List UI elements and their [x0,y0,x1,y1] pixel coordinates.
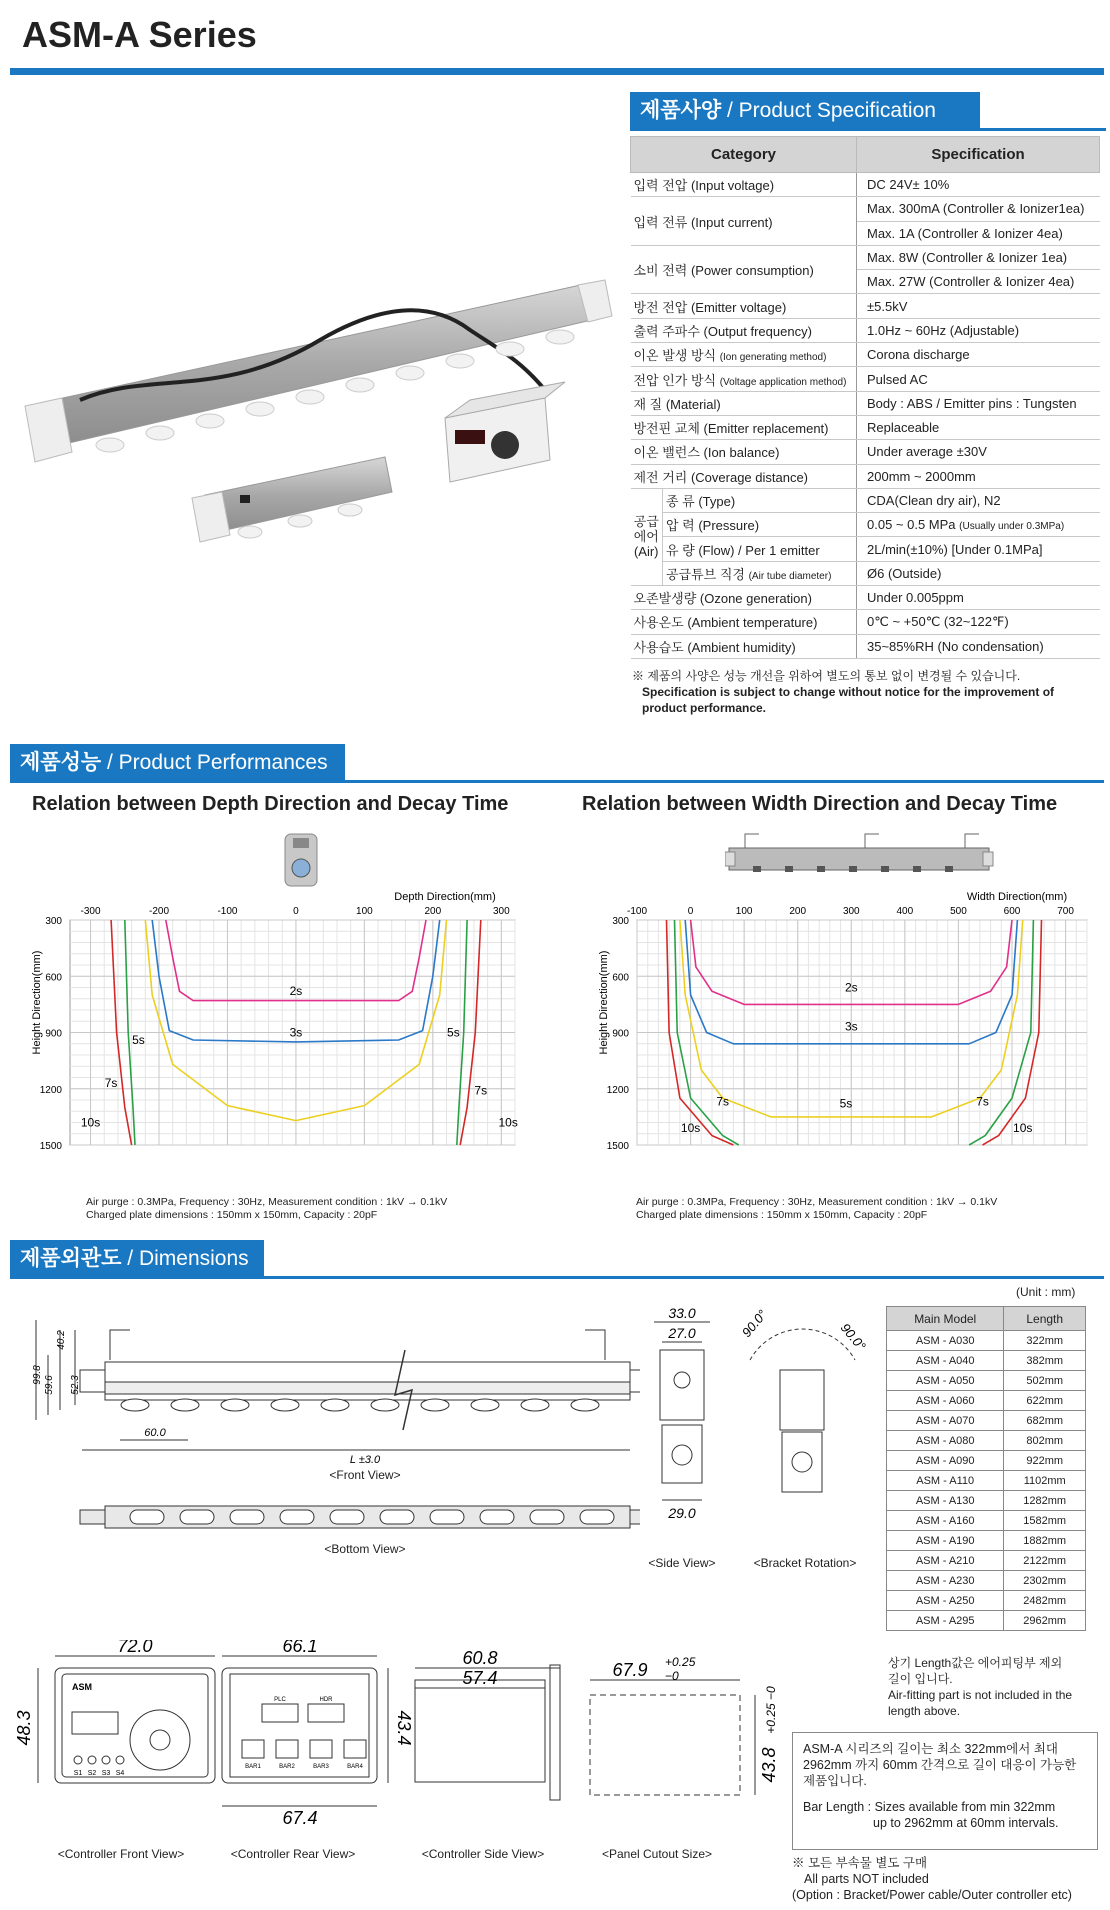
box-note-line: Bar Length : Sizes available from min 322mm [803,1800,1056,1814]
right-chart-note [636,1196,997,1222]
length-cell: 1102mm [1004,1471,1086,1491]
spec-cat: 재 질 (Material) [631,391,857,415]
page-title: ASM-A Series [22,14,257,55]
spec-header-specification: Specification [857,137,1100,173]
spec-val: 0℃ ~ +50℃ (32~122℉) [857,610,1100,634]
y-tick-label: 1500 [39,1141,62,1152]
ionizer-side-icon [725,830,995,880]
model-cell: ASM - A050 [887,1371,1004,1391]
model-cell: ASM - A090 [887,1451,1004,1471]
spec-note [632,668,1092,716]
curve-label: 2s [289,984,303,998]
spec-val: Max. 1A (Controller & Ionizer 4ea) [857,221,1100,245]
dim-67-9-tol-minus: −0 [665,1669,679,1683]
product-illustration [0,90,620,590]
x-tick-label: 0 [687,906,694,917]
length-note-line: length above. [888,1704,961,1718]
spec-air-label: 공급 에어 (Air) [631,488,663,585]
dim-43-8-tol: +0.25 −0 [764,1686,778,1734]
model-cell: ASM - A295 [887,1611,1004,1631]
length-cell: 802mm [1004,1431,1086,1451]
curve-label: 10s [680,1120,701,1135]
spec-cat: 출력 주파수 (Output frequency) [631,318,857,342]
controller-brand: ASM [72,1682,92,1692]
bar3-label: BAR3 [313,1764,329,1770]
model-cell: ASM - A080 [887,1431,1004,1451]
footer-note-line: All parts NOT included [804,1872,929,1886]
x-tick-label: 100 [356,906,373,917]
x-tick-label: 400 [896,906,914,917]
controller-unit [445,382,565,482]
spec-cat: 압 력 (Pressure) [663,513,857,537]
caption-controller-side: <Controller Side View> [421,1847,545,1861]
x-tick-label: 0 [293,906,299,917]
length-cell: 622mm [1004,1391,1086,1411]
dims-section-tab: 제품외관도 / Dimensions [10,1240,264,1278]
spec-cat: 사용온도 (Ambient temperature) [631,610,857,634]
curve-label: 5s [132,1032,145,1047]
caption-front-view: <Front View> [329,1468,401,1482]
spec-cat: 입력 전류 (Input current) [631,197,857,246]
width-decay-chart [572,880,1102,1190]
dim-99-8: 99.8 [32,1365,43,1385]
spec-cat: 소비 전력 (Power consumption) [631,245,857,294]
spec-cat: 오존발생량 (Ozone generation) [631,586,857,610]
spec-val: Under average ±30V [857,440,1100,464]
curve-label: 3s [289,1025,303,1040]
s4-label: S4 [115,1770,125,1777]
side-bracket-drawings [640,1300,880,1560]
perf-section-tab: 제품성능 / Product Performances [10,744,345,782]
left-chart-title: Relation between Depth Direction and Decay Time [32,793,509,815]
s1-label: S1 [73,1770,83,1777]
dim-72-0: 72.0 [117,1640,153,1656]
dim-40-2: 40.2 [56,1330,67,1350]
spec-cat: 유 량 (Flow) / Per 1 emitter [663,537,857,561]
dim-length: L ±3.0 [349,1454,381,1466]
model-cell: ASM - A250 [887,1591,1004,1611]
spec-val: 35~85%RH (No condensation) [857,634,1100,658]
dims-section-rule [10,1276,1104,1279]
model-cell: ASM - A230 [887,1571,1004,1591]
dim-59-6: 59.6 [44,1375,55,1395]
x-tick-label: -200 [148,906,170,917]
spec-cat: 공급튜브 직경 (Air tube diameter) [663,561,857,585]
length-info-box [792,1732,1098,1850]
dim-67-9-tol-plus: +0.25 [665,1655,696,1669]
spec-val: 1.0Hz ~ 60Hz (Adjustable) [857,318,1100,342]
x-tick-label: 100 [735,906,753,917]
hdr-label: HDR [319,1697,333,1703]
dim-57-4: 57.4 [462,1668,498,1688]
dim-48-3: 48.3 [14,1710,34,1746]
dim-33-0: 33.0 [668,1305,696,1321]
length-cell: 2962mm [1004,1611,1086,1631]
angle-left: 90.0° [738,1306,770,1340]
length-cell: 502mm [1004,1371,1086,1391]
caption-bottom-view: <Bottom View> [324,1542,406,1556]
chart-note-line: Charged plate dimensions : 150mm x 150mm, Capacity : 20pF [636,1209,928,1221]
x-tick-label: 200 [789,906,807,917]
perf-section-rule [10,780,1104,783]
spec-val: Pulsed AC [857,367,1100,391]
controller-drawings [10,1640,790,1840]
footer-note [792,1855,1072,1903]
spec-val: Max. 27W (Controller & Ionizer 4ea) [857,270,1100,294]
s2-label: S2 [87,1770,97,1777]
dim-27-0: 27.0 [668,1325,696,1341]
dim-67-4: 67.4 [282,1808,318,1828]
spec-cat: 방전핀 교체 (Emitter replacement) [631,415,857,439]
title-rule [10,68,1104,75]
spec-val: Replaceable [857,415,1100,439]
spec-val: Corona discharge [857,343,1100,367]
short-ionizer-bar [192,457,392,542]
bar4-label: BAR4 [347,1764,363,1770]
caption-panel-cutout: <Panel Cutout Size> [601,1847,713,1861]
spec-cat: 이온 밸런스 (Ion balance) [631,440,857,464]
length-note-line: 상기 Length값은 에어피팅부 제외 [888,1656,1063,1670]
curve-label: 10s [498,1115,518,1130]
box-note-line: ASM-A 시리즈의 길이는 최소 322mm에서 최대 [803,1742,1058,1756]
curve-label: 5s [447,1025,460,1040]
left-chart-note [86,1196,447,1222]
spec-header-category: Category [631,137,857,173]
dim-66-1: 66.1 [282,1640,318,1656]
x-tick-label: 200 [424,906,442,917]
bar-drawings [20,1300,640,1580]
caption-controller-rear: <Controller Rear View> [230,1847,356,1861]
model-cell: ASM - A040 [887,1351,1004,1371]
length-note [888,1655,1072,1719]
model-cell: ASM - A030 [887,1331,1004,1351]
dim-29-0: 29.0 [668,1505,696,1521]
spec-section-rule [630,128,1106,131]
y-tick-label: 300 [45,916,62,927]
x-tick-label: 700 [1057,906,1074,917]
chart-note-line: Air purge : 0.3MPa, Frequency : 30Hz, Measurement condition : 1kV → 0.1kV [86,1196,448,1208]
model-cell: ASM - A160 [887,1511,1004,1531]
curve-label: 10s [1013,1120,1033,1135]
depth-decay-chart [20,880,530,1190]
spec-val: ±5.5kV [857,294,1100,318]
spec-val: DC 24V± 10% [857,173,1100,197]
y-tick-label: 900 [612,1028,629,1040]
length-cell: 922mm [1004,1451,1086,1471]
length-cell: 2122mm [1004,1551,1086,1571]
y-tick-label: 600 [45,972,62,984]
caption-bracket-rotation: <Bracket Rotation> [753,1556,857,1570]
dim-60-0: 60.0 [144,1427,166,1439]
x-tick-label: 500 [950,906,967,917]
caption-side-view: <Side View> [648,1556,716,1570]
x-tick-label: -100 [626,906,648,917]
box-note-line: 2962mm 까지 60mm 간격으로 길이 대응이 가능한 [803,1758,1077,1772]
spec-cat: 전압 인가 방식 (Voltage application method) [631,367,857,391]
y-axis-label: Height Direction(mm) [31,950,43,1055]
box-note-line: 제품입니다. [803,1774,867,1788]
spec-val: 200mm ~ 2000mm [857,464,1100,488]
length-header: Length [1004,1307,1086,1331]
length-note-line: Air-fitting part is not included in the [888,1688,1073,1702]
bar2-label: BAR2 [279,1764,295,1770]
curve-label: 2s [844,980,858,995]
x-tick-label: 600 [1003,906,1021,917]
length-cell: 1282mm [1004,1491,1086,1511]
dim-43-8: 43.8 [759,1747,779,1783]
box-note-line: up to 2962mm at 60mm intervals. [873,1816,1059,1830]
x-tick-label: 300 [842,906,860,917]
unit-label: (Unit : mm) [1016,1285,1076,1299]
y-tick-label: 1200 [606,1084,629,1096]
spec-val: CDA(Clean dry air), N2 [857,488,1100,512]
dim-43-4: 43.4 [394,1710,414,1746]
curve-label: 3s [844,1019,858,1034]
spec-cat: 제전 거리 (Coverage distance) [631,464,857,488]
spec-cat: 방전 전압 (Emitter voltage) [631,294,857,318]
angle-right: 90.0° [837,1320,869,1354]
caption-controller-front: <Controller Front View> [57,1847,185,1861]
model-cell: ASM - A190 [887,1531,1004,1551]
x-tick-label: -100 [217,906,238,917]
curve-label: 7s [104,1075,118,1090]
spec-cat: 사용습도 (Ambient humidity) [631,634,857,658]
spec-cat: 입력 전압 (Input voltage) [631,173,857,197]
dim-60-8: 60.8 [462,1648,498,1668]
right-chart-title: Relation between Width Direction and Decay Time [582,793,1058,815]
footer-note-line: (Option : Bracket/Power cable/Outer controller etc) [792,1888,1072,1902]
model-cell: ASM - A110 [887,1471,1004,1491]
spec-table [630,136,1100,659]
plc-label: PLC [274,1697,286,1703]
model-header: Main Model [887,1307,1004,1331]
model-cell: ASM - A070 [887,1411,1004,1431]
length-note-line: 길이 입니다. [888,1672,953,1686]
spec-val: Max. 300mA (Controller & Ionizer1ea) [857,197,1100,221]
curve-label: 7s [716,1094,730,1109]
y-axis-label: Height Direction(mm) [598,950,610,1055]
y-tick-label: 1200 [39,1084,62,1096]
length-cell: 2482mm [1004,1591,1086,1611]
curve-label: 7s [474,1083,488,1098]
s3-label: S3 [101,1770,111,1777]
spec-note-ko: ※ 제품의 사양은 성능 개선을 위하여 별도의 통보 없이 변경될 수 있습니다. [632,669,1021,683]
spec-val: Body : ABS / Emitter pins : Tungsten [857,391,1100,415]
x-axis-label: Width Direction(mm) [966,891,1068,903]
bar1-label: BAR1 [245,1764,261,1770]
curve-label: 5s [839,1096,853,1111]
spec-val: 0.05 ~ 0.5 MPa (Usually under 0.3MPa) [857,513,1100,537]
chart-note-line: Air purge : 0.3MPa, Frequency : 30Hz, Measurement condition : 1kV → 0.1kV [636,1196,998,1208]
y-tick-label: 1500 [606,1141,629,1152]
spec-cat: 종 류 (Type) [663,488,857,512]
curve-label: 7s [976,1094,989,1109]
spec-note-en: Specification is subject to change without notice for the improvement of product performance. [642,685,1055,715]
model-length-table [886,1306,1086,1631]
x-axis-label: Depth Direction(mm) [394,891,496,903]
spec-val: Ø6 (Outside) [857,561,1100,585]
spec-val: 2L/min(±10%) [Under 0.1MPa] [857,537,1100,561]
x-tick-label: 300 [492,906,510,917]
dim-67-9: 67.9 [612,1660,648,1680]
spec-val: Max. 8W (Controller & Ionizer 1ea) [857,245,1100,269]
spec-val: Under 0.005ppm [857,586,1100,610]
length-cell: 2302mm [1004,1571,1086,1591]
y-tick-label: 300 [612,916,629,927]
model-cell: ASM - A060 [887,1391,1004,1411]
model-cell: ASM - A210 [887,1551,1004,1571]
model-cell: ASM - A130 [887,1491,1004,1511]
chart-note-line: Charged plate dimensions : 150mm x 150mm, Capacity : 20pF [86,1209,378,1221]
length-cell: 1582mm [1004,1511,1086,1531]
footer-note-line: ※ 모든 부속물 별도 구매 [792,1856,928,1870]
y-tick-label: 600 [612,972,629,984]
y-tick-label: 900 [45,1028,62,1040]
length-cell: 1882mm [1004,1531,1086,1551]
length-cell: 682mm [1004,1411,1086,1431]
dim-52-3: 52.3 [70,1375,81,1395]
curve-label: 10s [80,1115,101,1130]
spec-cat: 이온 발생 방식 (Ion generating method) [631,343,857,367]
spec-section-tab: 제품사양 / Product Specification [630,92,980,130]
x-tick-label: -300 [80,906,101,917]
length-cell: 382mm [1004,1351,1086,1371]
length-cell: 322mm [1004,1331,1086,1351]
